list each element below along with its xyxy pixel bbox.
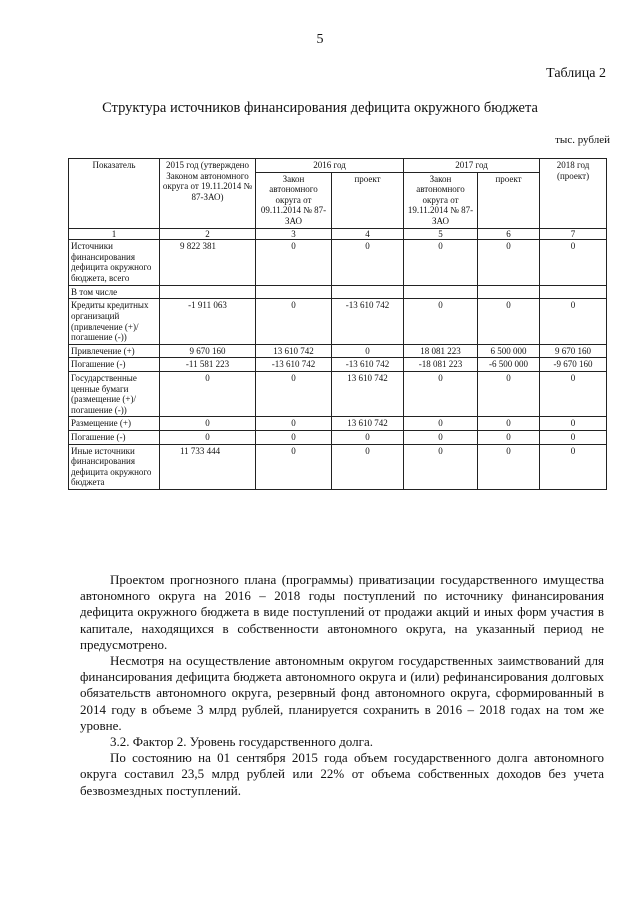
cell-value	[160, 285, 256, 299]
row-label: Государственные ценные бумаги (размещение (+)/ погашение (-))	[69, 371, 160, 416]
column-number: 1	[69, 228, 160, 240]
cell-value: -6 500 000	[478, 358, 540, 372]
cell-value: -9 670 160	[540, 358, 607, 372]
column-number: 6	[478, 228, 540, 240]
row-label: Источники финансирования дефицита окружного бюджета, всего	[69, 240, 160, 285]
cell-value: 0	[256, 417, 332, 431]
cell-value	[540, 285, 607, 299]
table-row	[69, 358, 607, 372]
cell-value: 0	[478, 299, 540, 344]
cell-value: 13 610 742	[256, 344, 332, 358]
row-label: Погашение (-)	[69, 358, 160, 372]
cell-value: -13 610 742	[256, 358, 332, 372]
table-row	[69, 444, 607, 489]
body-text	[80, 572, 604, 799]
cell-value: 0	[540, 299, 607, 344]
cell-value: 0	[332, 431, 404, 445]
cell-value: -11 581 223	[160, 358, 256, 372]
column-number: 7	[540, 228, 607, 240]
cell-value: -1 911 063	[160, 299, 256, 344]
cell-value: 0	[160, 431, 256, 445]
cell-value: 0	[256, 444, 332, 489]
cell-value: 13 610 742	[332, 417, 404, 431]
cell-value: 0	[404, 299, 478, 344]
section-heading-factor-2: 3.2. Фактор 2. Уровень государственного долга.	[110, 734, 373, 750]
header-row-1	[69, 159, 607, 173]
header-2016-law: Закон автономного округа от 09.11.2014 № 87-ЗАО	[256, 172, 332, 228]
page-number: 5	[316, 32, 324, 47]
cell-value	[256, 285, 332, 299]
cell-value: 18 081 223	[404, 344, 478, 358]
paragraph-privatization: Проектом прогнозного плана (программы) приватизации государственного имущества автономного округа на 2016 – 2018 годы поступлений по источнику финансирования дефицита окружного бюджета в виде поступлений от продажи акций и иных форм участия в капитале, находящихся в собственности автономного округа, на указанный период не предусмотрено.	[80, 572, 604, 652]
cell-value: 9 822 381	[160, 240, 256, 285]
header-2018: 2018 год (проект)	[540, 159, 607, 229]
table-row	[69, 240, 607, 285]
table-title: Структура источников финансирования дефицита окружного бюджета	[102, 100, 538, 116]
cell-value: 0	[540, 431, 607, 445]
cell-value: 0	[478, 371, 540, 416]
cell-value: 0	[256, 299, 332, 344]
header-2017-project: проект	[478, 172, 540, 228]
cell-value: 0	[478, 417, 540, 431]
cell-value: 9 670 160	[540, 344, 607, 358]
table-label: Таблица 2	[546, 66, 606, 81]
cell-value: 0	[404, 417, 478, 431]
table-row	[69, 371, 607, 416]
cell-value: 0	[540, 240, 607, 285]
row-label: Привлечение (+)	[69, 344, 160, 358]
cell-value: 0	[160, 371, 256, 416]
column-number: 5	[404, 228, 478, 240]
cell-value: 6 500 000	[478, 344, 540, 358]
units-label: тыс. рублей	[555, 134, 610, 146]
row-label: Кредиты кредитных организаций (привлечение (+)/ погашение (-))	[69, 299, 160, 344]
cell-value: -18 081 223	[404, 358, 478, 372]
cell-value	[478, 285, 540, 299]
row-label: Размещение (+)	[69, 417, 160, 431]
table-row	[69, 417, 607, 431]
cell-value	[404, 285, 478, 299]
cell-value: 0	[404, 444, 478, 489]
cell-value: 9 670 160	[160, 344, 256, 358]
table-row	[69, 285, 607, 299]
cell-value: 0	[404, 431, 478, 445]
cell-value: 0	[540, 417, 607, 431]
cell-value: 0	[478, 240, 540, 285]
cell-value: 0	[404, 240, 478, 285]
column-number: 2	[160, 228, 256, 240]
cell-value: 0	[332, 240, 404, 285]
header-2016: 2016 год	[256, 159, 404, 173]
cell-value: 13 610 742	[332, 371, 404, 416]
cell-value: 0	[256, 240, 332, 285]
header-2015: 2015 год (утверждено Законом автономного округа от 19.11.2014 № 87-ЗАО)	[160, 159, 256, 229]
table-row	[69, 299, 607, 344]
row-label: Погашение (-)	[69, 431, 160, 445]
row-label: Иные источники финансирования дефицита окружного бюджета	[69, 444, 160, 489]
header-2017: 2017 год	[404, 159, 540, 173]
table-row	[69, 344, 607, 358]
column-number: 4	[332, 228, 404, 240]
cell-value: -13 610 742	[332, 358, 404, 372]
cell-value: 0	[256, 371, 332, 416]
cell-value: 0	[404, 371, 478, 416]
column-numbers-row	[69, 228, 607, 240]
row-label: В том числе	[69, 285, 160, 299]
cell-value: 0	[332, 444, 404, 489]
cell-value: 11 733 444	[160, 444, 256, 489]
paragraph-reserve-fund: Несмотря на осуществление автономным округом государственных заимствований для финансирования дефицита бюджета автономного округа и (или) рефинансирования долговых обязательств автономного округа, резервный фонд автономного округа, сформированный в 2014 году в объеме 3 млрд рублей, планируется сохранить в 2016 – 2018 годах на том же уровне.	[80, 653, 604, 733]
cell-value: 0	[332, 344, 404, 358]
cell-value	[332, 285, 404, 299]
header-2017-law: Закон автономного округа от 19.11.2014 № 87-ЗАО	[404, 172, 478, 228]
cell-value: 0	[478, 431, 540, 445]
table-row	[69, 431, 607, 445]
paragraph-state-debt: По состоянию на 01 сентября 2015 года объем государственного долга автономного округа составил 23,5 млрд рублей или 22% от объема собственных доходов без учета безвозмездных поступлений.	[80, 750, 604, 798]
cell-value: -13 610 742	[332, 299, 404, 344]
cell-value: 0	[540, 444, 607, 489]
column-number: 3	[256, 228, 332, 240]
header-2016-project: проект	[332, 172, 404, 228]
header-indicator: Показатель	[69, 159, 160, 229]
cell-value: 0	[256, 431, 332, 445]
cell-value: 0	[540, 371, 607, 416]
deficit-financing-table	[68, 158, 607, 490]
cell-value: 0	[478, 444, 540, 489]
cell-value: 0	[160, 417, 256, 431]
